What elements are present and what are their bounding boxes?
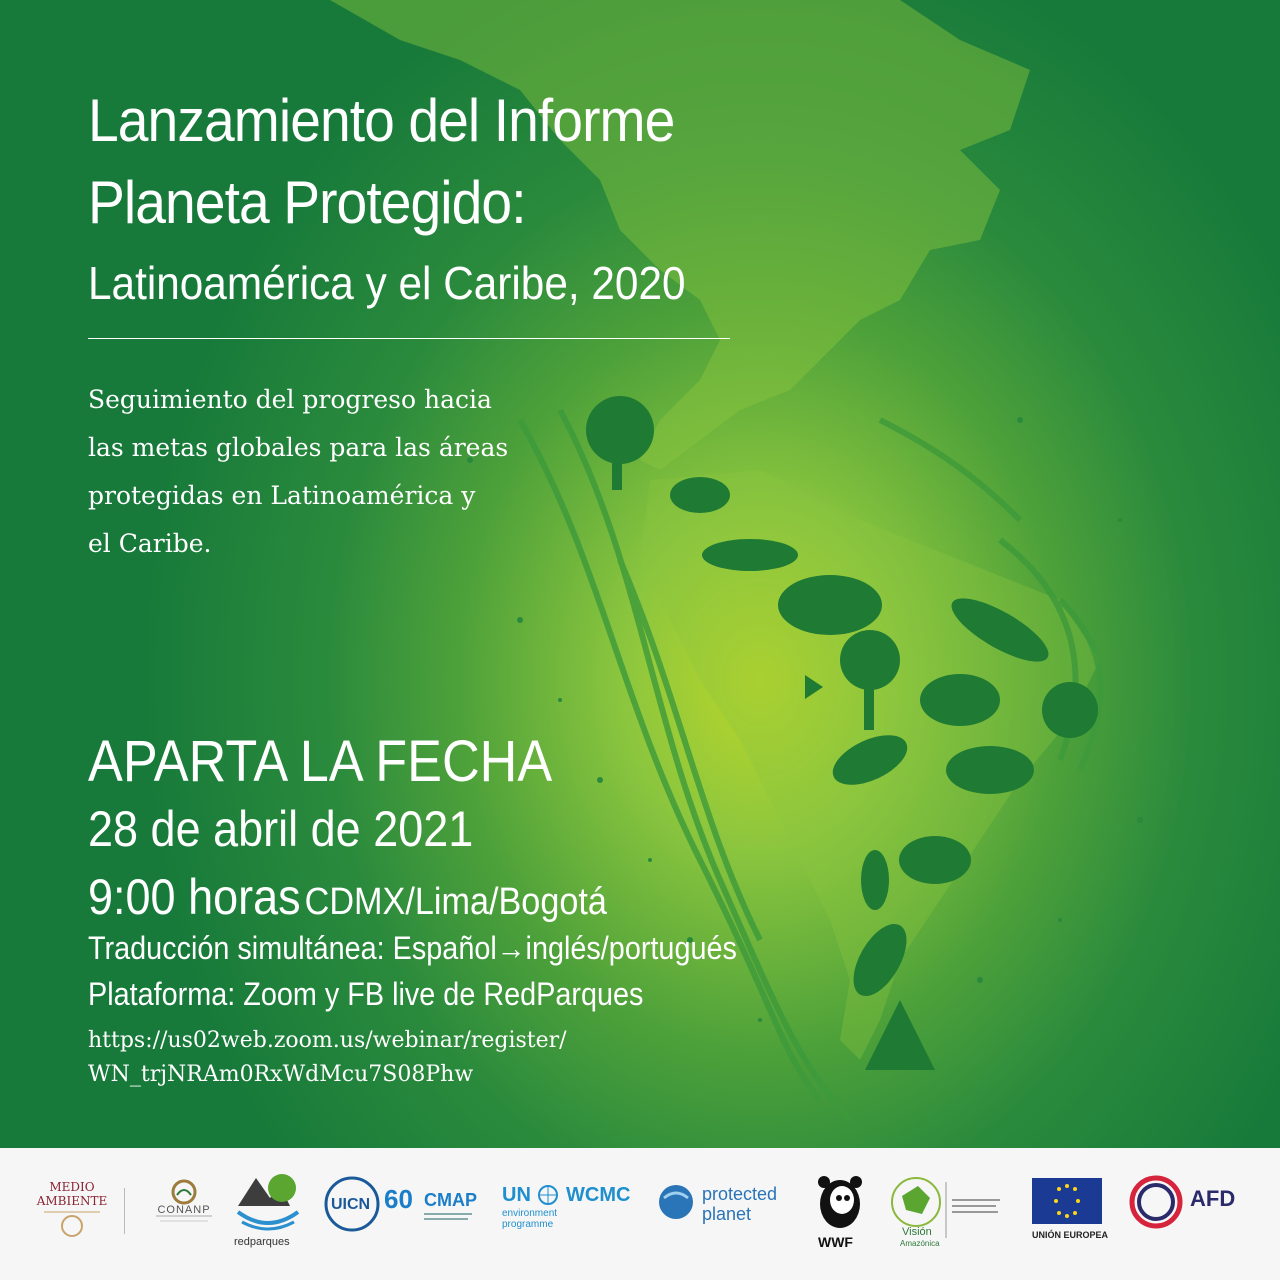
redparques-emblem-icon <box>230 1148 304 1280</box>
partner-logos-footer <box>0 1148 1280 1280</box>
event-date: 28 de abril de 2021 <box>88 801 474 857</box>
wwf-logo: WWF <box>812 1148 868 1280</box>
description-line: las metas globales para las áreas <box>88 433 509 462</box>
event-time-row <box>88 868 607 926</box>
title-divider <box>88 338 730 339</box>
subtitle: Latinoamérica y el Caribe, 2020 <box>88 257 686 309</box>
translation-info: Traducción simultánea: Español→inglés/portugués <box>88 930 737 966</box>
conanp-logo: CONANP <box>134 1148 234 1280</box>
eu-flag-icon <box>1030 1148 1104 1280</box>
uicn-ring-icon <box>324 1148 384 1280</box>
registration-link-line[interactable]: https://us02web.zoom.us/webinar/register/ <box>88 1028 567 1053</box>
vision-amazonica-logo: Visión Amazónica <box>888 1148 1008 1280</box>
wcmc-logo: WCMC <box>566 1184 631 1206</box>
description-line: Seguimiento del progreso hacia <box>88 385 492 414</box>
save-the-date: APARTA LA FECHA <box>88 729 553 794</box>
event-time: 9:00 horas <box>88 869 301 925</box>
amazon-map-icon <box>888 1148 1008 1280</box>
platform-info: Plataforma: Zoom y FB live de RedParques <box>88 976 644 1012</box>
description-line: protegidas en Latinoamérica y <box>88 481 476 510</box>
title-line-2: Planeta Protegido: <box>88 169 526 236</box>
event-time-zones: CDMX/Lima/Bogotá <box>304 881 607 923</box>
title-line-1: Lanzamiento del Informe <box>88 87 675 154</box>
panda-icon <box>812 1148 868 1280</box>
cmap-logo: 60 CMAP <box>384 1148 480 1280</box>
medio-ambiente-logo: MEDIO AMBIENTE <box>24 1148 124 1280</box>
un-environment-logo: UN environment programme <box>500 1148 570 1280</box>
uicn-logo: UICN <box>324 1148 384 1280</box>
registration-link[interactable] <box>88 1024 567 1092</box>
registration-link-line[interactable]: WN_trjNRAm0RxWdMcu7S08Phw <box>88 1062 474 1087</box>
description-line: el Caribe. <box>88 529 212 558</box>
afd-logo: AFD <box>1128 1148 1248 1280</box>
description <box>88 376 528 568</box>
crest-icon <box>24 1148 124 1280</box>
logo-divider <box>124 1188 125 1234</box>
cmap-text-lines-icon <box>384 1148 480 1280</box>
redparques-logo: redparques <box>230 1148 304 1280</box>
eu-logo: UNIÓN EUROPEA <box>1030 1148 1104 1280</box>
protected-planet-logo: protected planet <box>656 1148 786 1280</box>
afd-ring-icon <box>1128 1148 1248 1280</box>
